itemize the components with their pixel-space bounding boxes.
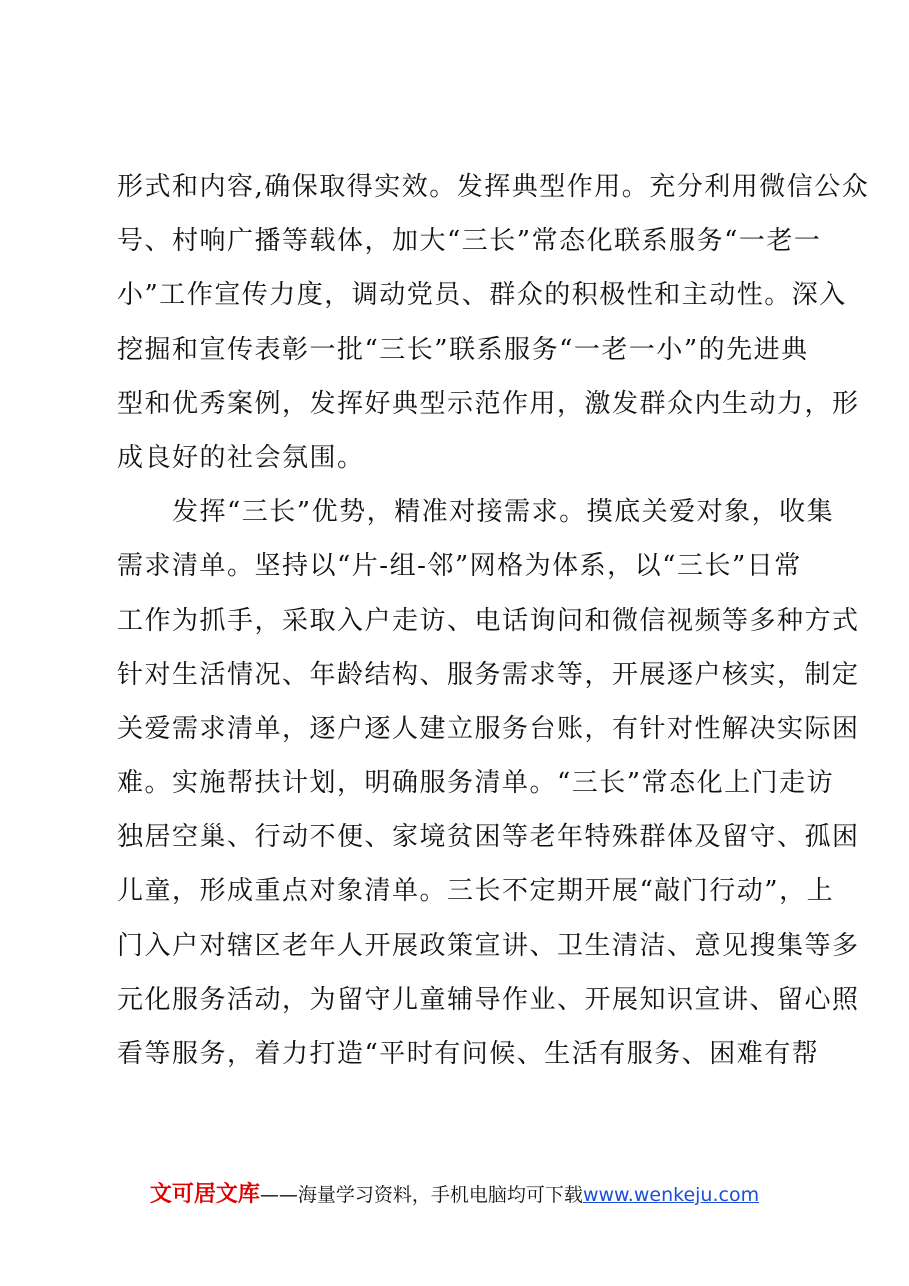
text-line: 难。实施帮扶计划，明确服务清单。“三长”常态化上门走访	[117, 768, 835, 799]
text-line: 发挥“三长”优势，精准对接需求。摸底关爱对象，收集	[117, 497, 835, 528]
footer-site-link[interactable]: www.wenkeju.com	[582, 1184, 760, 1206]
text-line: 门入户对辖区老年人开展政策宣讲、卫生清洁、意见搜集等多	[117, 930, 860, 961]
text-line: 针对生活情况、年龄结构、服务需求等，开展逐户核实，制定	[117, 659, 860, 690]
footer-tagline: ——海量学习资料，手机电脑均可下载	[259, 1184, 583, 1206]
text-line: 挖掘和宣传表彰一批“三长”联系服务“一老一小”的先进典	[117, 334, 809, 365]
text-line: 看等服务，着力打造“平时有问候、生活有服务、困难有帮	[117, 1039, 820, 1069]
text-line: 工作为抓手，采取入户走访、电话询问和微信视频等多种方式	[117, 605, 860, 636]
text-line: 形式和内容,确保取得实效。发挥典型作用。充分利用微信公众	[117, 172, 870, 202]
text-line: 成良好的社会氛围。	[117, 442, 365, 473]
text-line: 需求清单。坚持以“片-组-邻”网格为体系，以“三长”日常	[117, 551, 802, 582]
text-line: 儿童，形成重点对象清单。三长不定期开展“敲门行动”，上	[117, 876, 835, 907]
text-line: 型和优秀案例，发挥好典型示范作用，激发群众内生动力，形	[117, 388, 860, 419]
text-line: 独居空巢、行动不便、家境贫困等老年特殊群体及留守、孤困	[117, 822, 860, 853]
document-body	[117, 160, 870, 1081]
footer-banner	[0, 1178, 909, 1212]
text-line: 号、村响广播等载体，加大“三长”常态化联系服务“一老一	[117, 226, 822, 257]
text-line: 元化服务活动，为留守儿童辅导作业、开展知识宣讲、留心照	[117, 984, 860, 1015]
text-line: 关爱需求清单，逐户逐人建立服务台账，有针对性解决实际困	[117, 713, 860, 744]
text-line: 小”工作宣传力度，调动党员、群众的积极性和主动性。深入	[117, 280, 847, 311]
footer-brand: 文可居文库	[149, 1182, 260, 1207]
